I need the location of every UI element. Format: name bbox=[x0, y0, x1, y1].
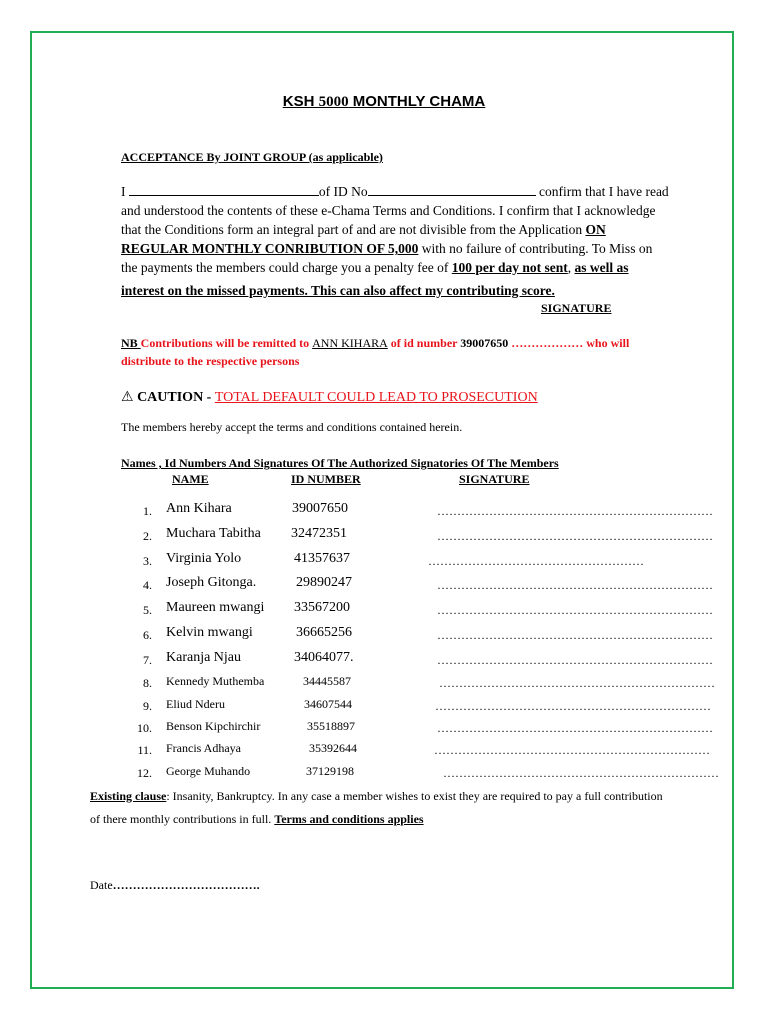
member-number: 10. bbox=[137, 721, 152, 735]
member-signature-line[interactable]: …………………………………………………………… bbox=[435, 699, 711, 713]
member-id-number: 35518897 bbox=[307, 719, 355, 733]
member-row bbox=[0, 696, 768, 716]
member-row bbox=[0, 551, 768, 571]
member-signature-line[interactable]: …………………………………………………………… bbox=[439, 676, 715, 690]
accept-statement: The members hereby accept the terms and conditions contained herein. bbox=[121, 420, 463, 434]
member-signature-line[interactable]: …………………………………………………………… bbox=[437, 529, 713, 543]
member-number: 12. bbox=[137, 766, 152, 780]
member-id-number: 29890247 bbox=[296, 575, 352, 590]
column-id-number: ID NUMBER bbox=[291, 472, 361, 486]
member-number: 1. bbox=[143, 504, 152, 518]
column-name: NAME bbox=[172, 472, 209, 486]
member-number: 11. bbox=[137, 743, 152, 757]
id-blank[interactable] bbox=[368, 183, 536, 196]
member-number: 8. bbox=[143, 676, 152, 690]
member-name: Kelvin mwangi bbox=[166, 625, 253, 640]
member-signature-line[interactable]: …………………………………………………………… bbox=[437, 653, 713, 667]
member-row bbox=[0, 763, 768, 783]
member-number: 4. bbox=[143, 578, 152, 592]
member-signature-line[interactable]: …………………………………………………………… bbox=[443, 766, 719, 780]
member-row bbox=[0, 740, 768, 760]
member-name: Muchara Tabitha bbox=[166, 526, 261, 541]
member-signature-line[interactable]: …………………………………………………………… bbox=[437, 721, 713, 735]
member-id-number: 36665256 bbox=[296, 625, 352, 640]
member-name: Benson Kipchirchir bbox=[166, 719, 261, 733]
member-row bbox=[0, 600, 768, 620]
member-number: 7. bbox=[143, 653, 152, 667]
member-name: Eliud Nderu bbox=[166, 697, 225, 711]
member-number: 6. bbox=[143, 628, 152, 642]
member-number: 3. bbox=[143, 554, 152, 568]
signatories-heading: Names , Id Numbers And Signatures Of The Authorized Signatories Of The Members bbox=[121, 456, 559, 470]
member-name: Francis Adhaya bbox=[166, 741, 241, 755]
name-blank[interactable] bbox=[129, 183, 319, 196]
member-id-number: 41357637 bbox=[294, 551, 350, 566]
caution-line: ⚠ CAUTION - TOTAL DEFAULT COULD LEAD TO PROSECUTION bbox=[121, 390, 538, 405]
member-id-number: 35392644 bbox=[309, 741, 357, 755]
member-id-number: 34607544 bbox=[304, 697, 352, 711]
member-signature-line[interactable]: …………………………………………………………… bbox=[437, 578, 713, 592]
column-signature: SIGNATURE bbox=[459, 472, 530, 486]
warning-icon: ⚠ bbox=[121, 390, 134, 405]
member-signature-line[interactable]: …………………………………………………………… bbox=[437, 603, 713, 617]
acceptance-paragraph: I of ID No confirm that I have read and understood the contents of these e-Chama Terms and Conditions. I confirm that I acknowledge that the Conditions form an integral part of and are not divisible from the Application ON REGULAR MONTHLY CONRIBUTION OF 5,000 with no failure of contributing. To Miss on the payments the members could charge you a penalty fee of 100 per day not sent, as well as interest on the missed payments. This can also affect my contributing score. bbox=[121, 184, 669, 298]
member-row bbox=[0, 718, 768, 738]
member-row bbox=[0, 625, 768, 645]
member-row bbox=[0, 673, 768, 693]
member-signature-line[interactable]: …………………………………………………………… bbox=[437, 628, 713, 642]
member-name: Kennedy Muthemba bbox=[166, 674, 265, 688]
member-number: 9. bbox=[143, 699, 152, 713]
signature-heading: SIGNATURE bbox=[541, 301, 612, 315]
member-signature-line[interactable]: ……………………………………………… bbox=[428, 554, 644, 568]
member-name: Ann Kihara bbox=[166, 501, 232, 516]
member-name: Maureen mwangi bbox=[166, 600, 265, 615]
member-id-number: 32472351 bbox=[291, 526, 347, 541]
existing-clause: Existing clause: Insanity, Bankruptcy. In any case a member wishes to exist they are required to pay a full contribution of there monthly contributions in full. Terms and conditions applies bbox=[90, 789, 663, 826]
date-line[interactable]: Date………………………………. bbox=[90, 878, 260, 892]
member-row bbox=[0, 526, 768, 546]
member-id-number: 39007650 bbox=[292, 501, 348, 516]
nb-notice: NB Contributions will be remitted to ANN KIHARA of id number 39007650 ……………… who will distribute to the respective persons bbox=[121, 336, 630, 368]
member-name: Joseph Gitonga. bbox=[166, 575, 257, 590]
member-signature-line[interactable]: …………………………………………………………… bbox=[434, 743, 710, 757]
acceptance-heading: ACCEPTANCE By JOINT GROUP (as applicable) bbox=[121, 150, 383, 164]
member-id-number: 33567200 bbox=[294, 600, 350, 615]
member-id-number: 37129198 bbox=[306, 764, 354, 778]
member-name: George Muhando bbox=[166, 764, 251, 778]
member-id-number: 34064077. bbox=[294, 650, 354, 665]
member-name: Karanja Njau bbox=[166, 650, 242, 665]
member-row bbox=[0, 650, 768, 670]
member-number: 2. bbox=[143, 529, 152, 543]
member-signature-line[interactable]: …………………………………………………………… bbox=[437, 504, 713, 518]
member-number: 5. bbox=[143, 603, 152, 617]
document-title: KSH 5000 MONTHLY CHAMA bbox=[282, 93, 486, 110]
member-row bbox=[0, 575, 768, 595]
member-id-number: 34445587 bbox=[303, 674, 351, 688]
member-name: Virginia Yolo bbox=[166, 551, 242, 566]
member-row bbox=[0, 501, 768, 521]
